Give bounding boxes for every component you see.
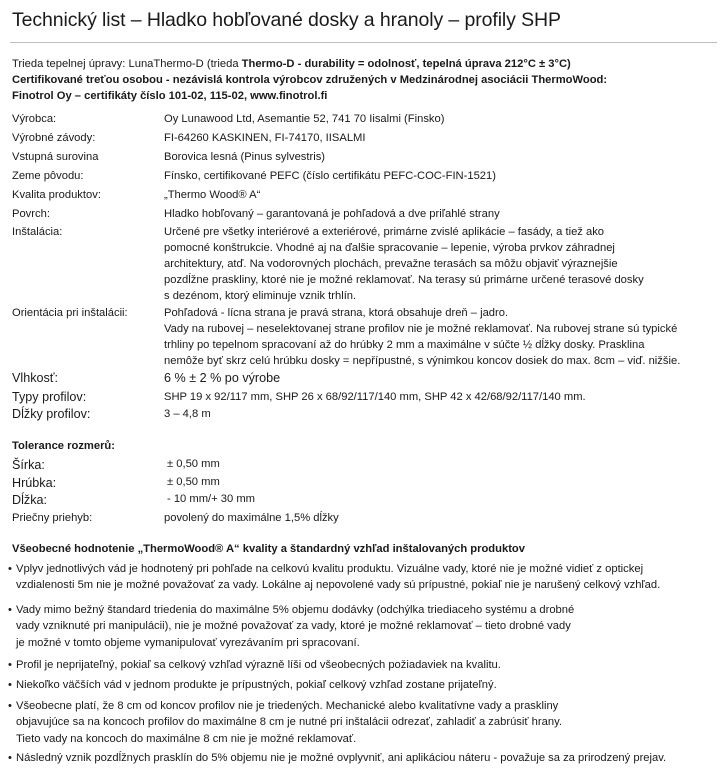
spec-value: Oy Lunawood Ltd, Asemantie 52, 741 70 Iisalmi (Finsko): [164, 113, 445, 125]
spec-label: Výrobné závody:: [12, 132, 96, 144]
tolerance-value: - 10 mm/+ 30 mm: [167, 493, 255, 505]
spec-value: Borovica lesná (Pinus sylvestris): [164, 151, 326, 163]
bullet-dot-icon: •: [8, 659, 12, 671]
bullet-dot-icon: •: [8, 700, 12, 712]
bullet-dot-icon: •: [8, 679, 12, 691]
spec-value: 6 % ± 2 % po výrobe: [164, 371, 281, 385]
title-divider: [10, 42, 717, 43]
spec-value-line: architektury, atď. Na vodorovných plochách, prevažne terasách sa môžu objaviť výraznejšie: [164, 258, 618, 270]
spec-value-line: trhliny po tepelnom spracovaní až do hrúbky 2 mm a maximálne v súčte ½ dĺžky dosky. Prasklina: [164, 339, 645, 351]
spec-label: Zeme pôvodu:: [12, 170, 84, 182]
spec-value: 3 – 4,8 m: [164, 408, 211, 420]
bullet-item-1: • Vplyv jednotlivých vád je hodnotený pri pohľade na celkovú kvalitu produktu. Vizuálne vady, ktoré nie je možné vidieť z optickej vzdialenosti 5m nie je možné považovať za vady. Lokálne aj nepovolené vady sú prípustné, pokiaľ nie je narušený celkový vzhľad.: [8, 563, 661, 592]
tolerance-heading: Tolerance rozmerů:: [12, 440, 115, 452]
tolerance-label: Hrúbka:: [12, 476, 57, 490]
spec-label: Inštalácia:: [12, 226, 63, 238]
intro-block: [12, 56, 717, 104]
spec-value-line: pomocné konštrukcie. Vhodné aj na ďalšie spracovanie – lepenie, výroba prvkov záhradnej: [164, 242, 615, 254]
spec-label: Vlhkosť:: [12, 371, 59, 385]
spec-value-line: pozdĺžne praskliny, ktoré nie je možné reklamovať. Na terasy sú primárne určené terasové dosky: [164, 274, 644, 286]
spec-value-line: nemôže byť skrz celú hrúbku dosky = nepřípustné, s výnimkou koncov dosiek do max. 8cm – viď. nižšie.: [164, 355, 681, 367]
spec-value-line: Pohľadová - lícna strana je pravá strana, ktorá obsahuje dreň – jadro.: [164, 307, 509, 319]
spec-value: SHP 19 x 92/117 mm, SHP 26 x 68/92/117/140 mm, SHP 42 x 42/68/92/117/140 mm.: [164, 391, 586, 403]
tolerance-value: ± 0,50 mm: [167, 458, 220, 470]
spec-label: Kvalita produktov:: [12, 189, 101, 201]
assessment-heading: Všeobecné hodnotenie „ThermoWood® A“ kvality a štandardný vzhľad inštalovaných produktov: [12, 543, 525, 555]
spec-value-line: Určené pre všetky interiérové a exteriérové, primárne zvislé aplikácie – fasády, a tiež ako: [164, 226, 605, 238]
spec-label: Výrobca:: [12, 113, 57, 125]
bullet-item-2: • Vady mimo bežný štandard triedenia do maximálne 5% objemu dodávky (odchýlka triediaceho systému a drobné vady vzniknuté pri manipulácii), nie je možné považovať za vady, ktoré je možné reklamovať – tieto drobné vady je možné v tomto objeme vymanipulovať vyrezávaním pri spracovaní.: [8, 604, 575, 649]
intro-line-1: Trieda tepelnej úpravy: LunaThermo-D (trieda Thermo-D - durability = odolnosť, tepelná úprava 212°C ± 3°C): [12, 58, 571, 70]
tolerance-label: Šírka:: [12, 458, 45, 472]
tolerance-value: ± 0,50 mm: [167, 476, 220, 488]
spec-value: FI-64260 KASKINEN, FI-74170, IISALMI: [164, 132, 366, 144]
spec-value: „Thermo Wood® A“: [164, 189, 261, 201]
tolerance-label: Priečny priehyb:: [12, 512, 93, 524]
tolerance-value: povolený do maximálne 1,5% dĺžky: [164, 512, 339, 524]
spec-value-line: Vady na rubovej – neselektovanej strane profilov nie je možné reklamovať. Na rubovej strane sú typické: [164, 323, 678, 335]
bullet-item-5: • Všeobecne platí, že 8 cm od koncov profilov nie je triedených. Mechanické alebo kvalitatívne vady a praskliny objavujúce sa na koncoch profilov do maximálne 8 cm je nutné pri inštalácii odrezať, zahladiť a zabrúsiť hrany. Tieto vady na koncoch do maximálne 8 cm nie je možné reklamovať.: [8, 700, 562, 745]
bullet-dot-icon: •: [8, 563, 12, 575]
bullet-item-3: • Profil je neprijateľný, pokiaľ sa celkový vzhľad výrazně líši od všeobecných požiadaviek na kvalitu.: [8, 657, 720, 673]
page-title: Technický list – Hladko hobľované dosky a hranoly – profily SHP: [12, 9, 561, 31]
spec-label: Orientácia pri inštalácii:: [12, 307, 128, 319]
tolerance-label: Dĺžka:: [12, 493, 47, 507]
spec-value: Hladko hobľovaný – garantovaná je pohľadová a dve priľahlé strany: [164, 208, 500, 220]
bullet-item-6: • Následný vznik pozdĺžnych prasklín do 5% objemu nie je možné ovplyvniť, ani aplikáciou náteru - považuje sa za prirodzený prejav.: [8, 750, 720, 766]
bullet-dot-icon: •: [8, 752, 12, 764]
spec-label: Povrch:: [12, 208, 50, 220]
spec-value-line: s dezénom, ktorý eliminuje vznik trhlín.: [164, 290, 357, 302]
intro-line-2: Certifikované treťou osobou - nezávislá kontrola výrobcov združených v Medzinárodnej asociácii ThermoWood:: [12, 74, 608, 86]
spec-label: Dĺžky profilov:: [12, 407, 91, 421]
spec-label: Typy profilov:: [12, 390, 87, 404]
intro-line-3: Finotrol Oy – certifikáty číslo 101-02, 115-02, www.finotrol.fi: [12, 90, 328, 102]
bullet-item-4: • Niekoľko väčších vád v jednom produkte je prípustných, pokiaľ celkový vzhľad zostane prijateľný.: [8, 677, 720, 693]
bullet-dot-icon: •: [8, 604, 12, 616]
spec-label: Vstupná surovina: [12, 151, 99, 163]
spec-value: Fínsko, certifikované PEFC (číslo certifikátu PEFC-COC-FIN-1521): [164, 170, 496, 182]
